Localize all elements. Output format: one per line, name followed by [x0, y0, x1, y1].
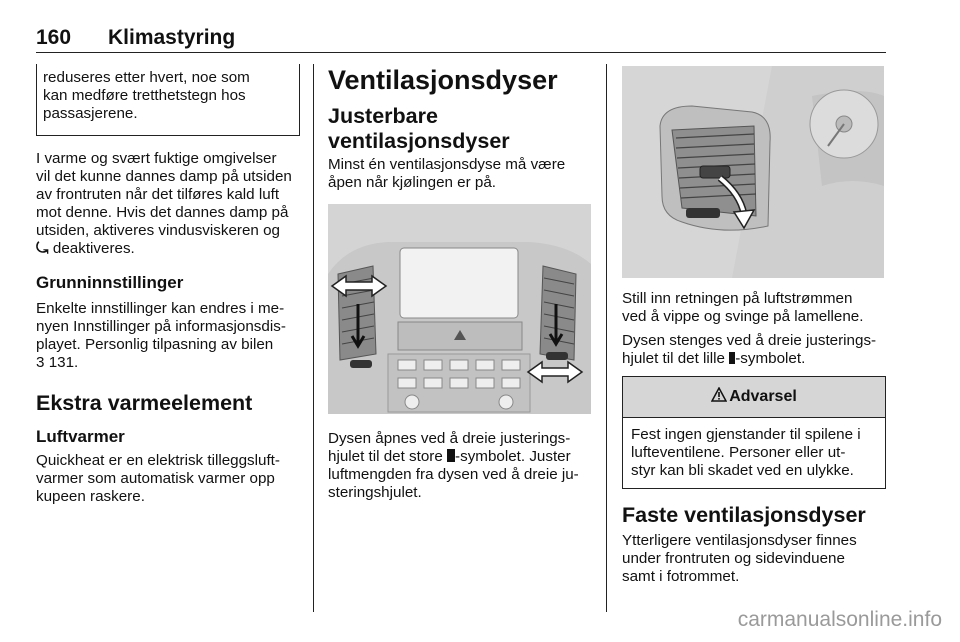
- text-line: Minst én ventilasjonsdyse må være: [328, 156, 566, 173]
- column-divider-2: [606, 64, 607, 612]
- text-line: åpen når kjølingen er på.: [328, 174, 497, 191]
- warning-title: Advarsel: [729, 388, 797, 405]
- humidity-paragraph: [36, 150, 300, 258]
- text-line: ved å vippe og svinge på lamellene.: [622, 308, 864, 325]
- text-line: Dysen åpnes ved å dreie justerings-: [328, 430, 571, 447]
- wiper-icon: ⤿: [36, 240, 49, 257]
- basic-settings-paragraph: [36, 300, 300, 372]
- side-vent-illustration: [622, 66, 884, 278]
- text-line: playet. Personlig tilpasning av bilen: [36, 336, 274, 353]
- text-line: Quickheat er en elektrisk tilleggsluft-: [36, 452, 280, 469]
- text-line: [36, 354, 300, 372]
- text-line: under frontruten og sidevinduene: [622, 550, 845, 567]
- heading-adjustable-vents-1: Justerbare: [328, 104, 438, 128]
- page-reference-link[interactable]: 131.: [48, 354, 79, 371]
- text-line: mot denne. Hvis det dannes damp på: [36, 204, 289, 221]
- text-line: [36, 240, 300, 258]
- side-vent-figure: [622, 66, 884, 278]
- text-fragment: -symbolet.: [735, 350, 806, 367]
- text-line: kupeen raskere.: [36, 488, 145, 505]
- heading-fixed-vents: Faste ventilasjonsdyser: [622, 503, 866, 527]
- warning-box: [622, 376, 886, 489]
- dashboard-vents-illustration: [328, 204, 591, 414]
- column-divider-1: [313, 64, 314, 612]
- air-heater-paragraph: [36, 452, 300, 506]
- page-header: [36, 26, 886, 52]
- text-line: [328, 448, 592, 466]
- heading-vents: Ventilasjonsdyser: [328, 65, 558, 95]
- column-right: [622, 64, 886, 586]
- note-line: reduseres etter hvert, noe som: [43, 69, 250, 86]
- column-left: [36, 64, 300, 506]
- heading-basic-settings: Grunninnstillinger: [36, 273, 184, 292]
- text-line: lufteventilene. Personer eller ut-: [631, 444, 846, 461]
- text-fragment: deaktiveres.: [52, 240, 135, 257]
- reference-arrow-icon: 3: [36, 354, 45, 371]
- note-line: passasjerene.: [43, 105, 138, 122]
- warning-body: [623, 418, 885, 488]
- text-line: varmer som automatisk varmer opp: [36, 470, 275, 487]
- note-box: [36, 64, 300, 136]
- text-line: samt i fotrommet.: [622, 568, 740, 585]
- text-line: I varme og svært fuktige omgivelser: [36, 150, 277, 167]
- column-middle: [328, 64, 592, 502]
- dashboard-vents-figure: [328, 204, 591, 414]
- text-fragment: -symbolet. Juster: [455, 448, 571, 465]
- warning-triangle-icon: [711, 387, 727, 407]
- text-line: styr kan bli skadet ved en ulykke.: [631, 462, 854, 479]
- warning-header: [623, 377, 885, 418]
- text-fragment: hjulet til det store: [328, 448, 443, 465]
- text-line: Dysen stenges ved å dreie justerings-: [622, 332, 877, 349]
- heading-extra-heater: Ekstra varmeelement: [36, 391, 253, 415]
- text-line: av frontruten når det tilføres kald luft: [36, 186, 280, 203]
- chapter-title: Klimastyring: [108, 26, 236, 49]
- text-line: Ytterligere ventilasjonsdyser finnes: [622, 532, 857, 549]
- text-line: vil det kunne dannes damp på utsiden: [36, 168, 292, 185]
- large-vent-symbol-icon: [447, 449, 455, 462]
- text-line: steringshjulet.: [328, 484, 422, 501]
- text-line: luftmengden fra dysen ved å dreie ju-: [328, 466, 579, 483]
- text-fragment: hjulet til det lille: [622, 350, 725, 367]
- text-line: nyen Innstillinger på informasjonsdis-: [36, 318, 286, 335]
- page-number: 160: [36, 26, 72, 49]
- watermark: carmanualsonline.info: [737, 608, 942, 631]
- text-line: utsiden, aktiveres vindusviskeren og: [36, 222, 280, 239]
- heading-air-heater: Luftvarmer: [36, 427, 125, 446]
- text-line: Fest ingen gjenstander til spilene i: [631, 426, 861, 443]
- note-line: kan medføre tretthetstegn hos: [43, 87, 246, 104]
- heading-adjustable-vents-2: ventilasjonsdyser: [328, 129, 510, 153]
- text-line: Still inn retningen på luftstrømmen: [622, 290, 853, 307]
- figure-caption: [328, 430, 592, 502]
- header-rule: [36, 52, 886, 53]
- text-line: Enkelte innstillinger kan endres i me-: [36, 300, 285, 317]
- text-line: [622, 350, 886, 368]
